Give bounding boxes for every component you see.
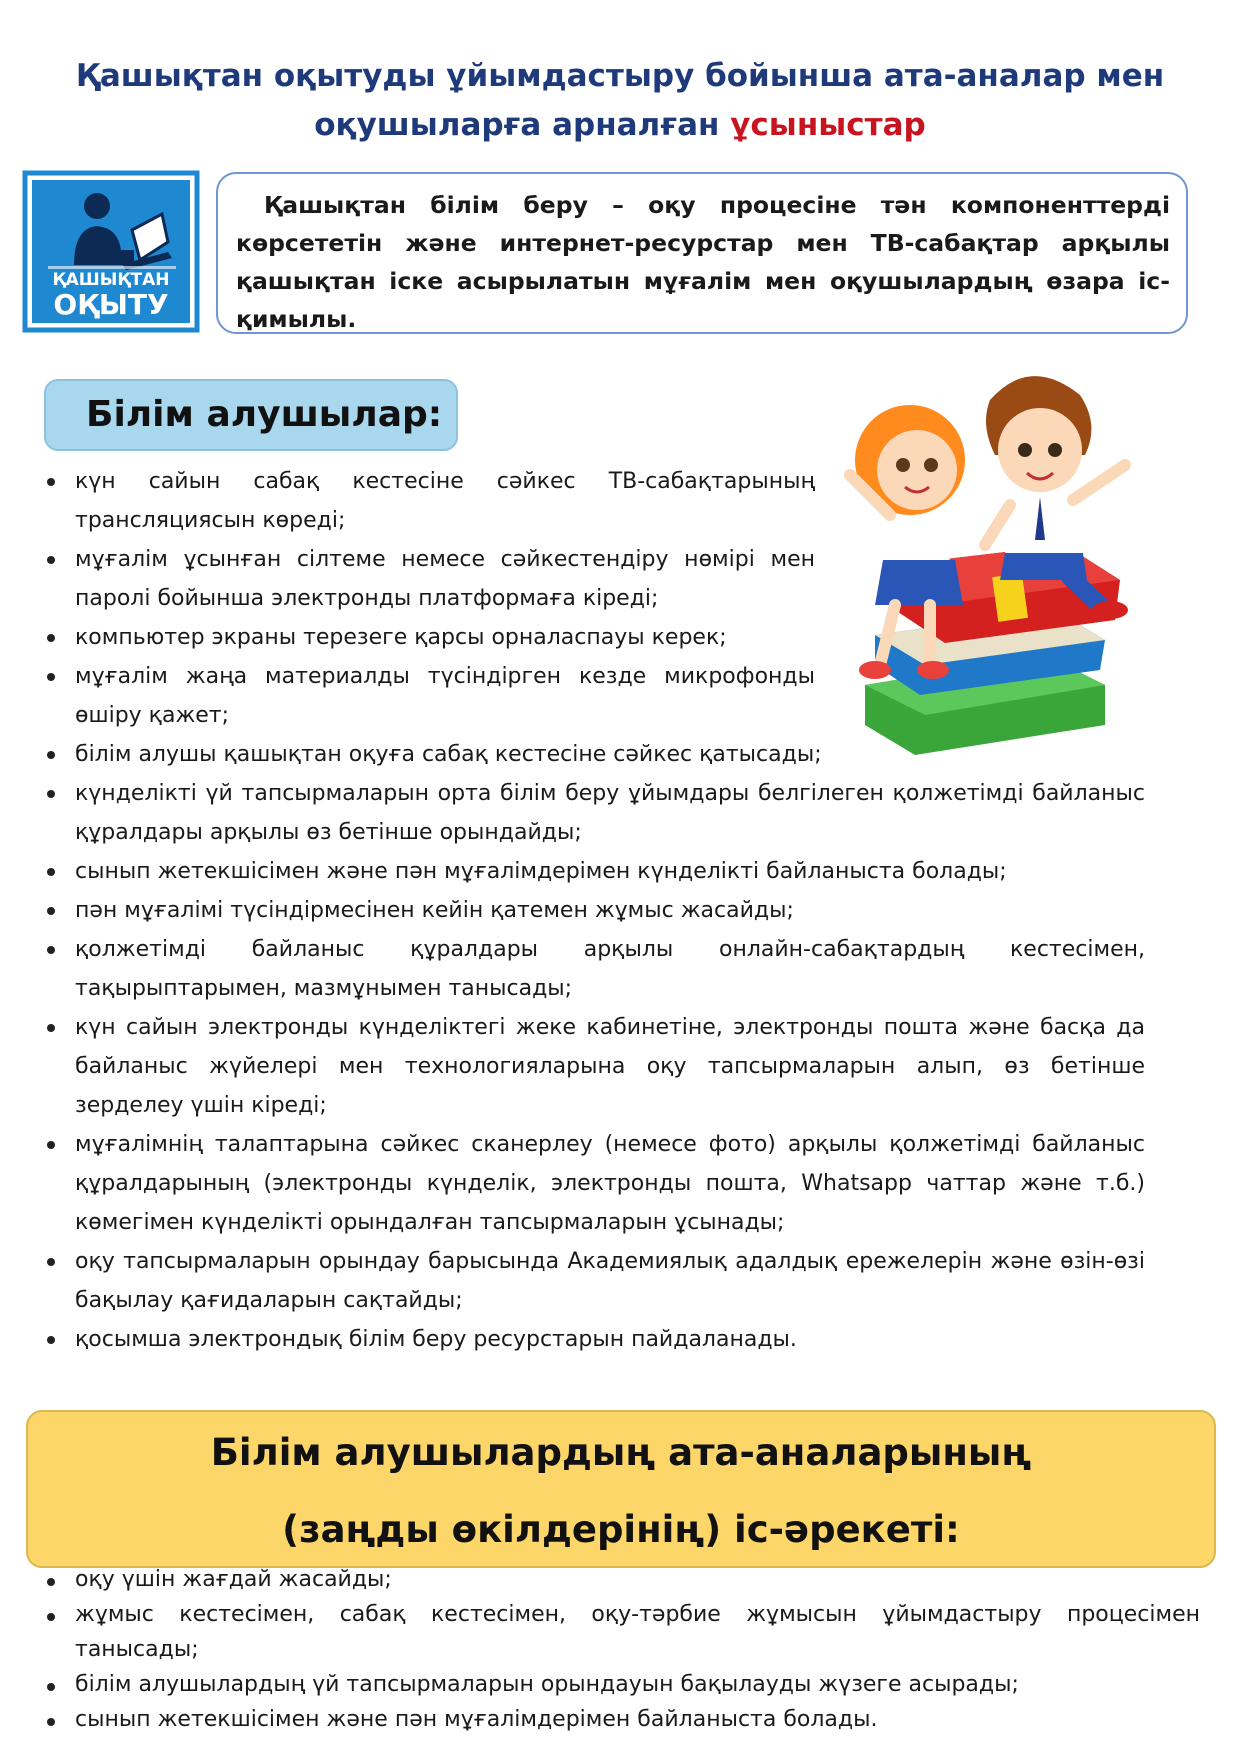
list-item: қосымша электрондық білім беру ресурстарын пайдаланады. bbox=[45, 1320, 1145, 1359]
distance-learning-logo bbox=[22, 170, 202, 335]
title-line-2 bbox=[40, 101, 1200, 150]
title-line-2-main: оқушыларға арналған bbox=[314, 107, 731, 143]
list-item: күн сайын электронды күнделіктегі жеке кабинетіне, электронды пошта және басқа да байланыс жүйелері мен технологияларына оқу тапсырмаларын алып, өз бетінше зерделеу үшін кіреді; bbox=[45, 1008, 1145, 1125]
list-item: күн сайын сабақ кестесіне сәйкес ТВ-сабақтарының трансляциясын көреді; bbox=[45, 462, 815, 540]
page-title bbox=[40, 52, 1200, 150]
logo-text-line-2: ОҚЫТУ bbox=[53, 288, 169, 321]
list-item: жұмыс кестесімен, сабақ кестесімен, оқу-тәрбие жұмысын ұйымдастыру процесімен танысады; bbox=[45, 1597, 1200, 1667]
list-item: оқу үшін жағдай жасайды; bbox=[45, 1562, 1200, 1597]
list-item: білім алушылардың үй тапсырмаларын орындауын бақылауды жүзеге асырады; bbox=[45, 1667, 1200, 1702]
list-item: оқу тапсырмаларын орындау барысында Академиялық адалдық ережелерін және өзін-өзі бақылау қағидаларын сақтайды; bbox=[45, 1242, 1145, 1320]
title-highlight: ұсыныстар bbox=[730, 107, 926, 143]
title-line-1: Қашықтан оқытуды ұйымдастыру бойынша ата-аналар мен bbox=[75, 58, 1165, 94]
list-item: мұғалім жаңа материалды түсіндірген кезде микрофонды өшіру қажет; bbox=[45, 657, 815, 735]
list-item: мұғалім ұсынған сілтеме немесе сәйкестендіру нөмірі мен паролі бойынша электронды платформаға кіреді; bbox=[45, 540, 815, 618]
section-parents-heading bbox=[26, 1410, 1216, 1568]
list-item: пән мұғалімі түсіндірмесінен кейін қатемен жұмыс жасайды; bbox=[45, 891, 1145, 930]
definition-text: Қашықтан білім беру – оқу процесіне тән компоненттерді көрсететін және интернет-ресурстар мен ТВ-сабақтар арқылы қашықтан іске асырылатын мұғалім мен оқушылардың өзара іс-қимылы. bbox=[236, 191, 1170, 333]
kids-on-books-icon bbox=[835, 365, 1135, 775]
list-item: сынып жетекшісімен және пән мұғалімдерімен күнделікті байланыста болады; bbox=[45, 852, 1145, 891]
list-item: сынып жетекшісімен және пән мұғалімдерімен байланыста болады. bbox=[45, 1702, 1200, 1737]
list-item: компьютер экраны терезеге қарсы орналаспауы керек; bbox=[45, 618, 815, 657]
section-students-heading: Білім алушылар: bbox=[44, 379, 458, 451]
parents-list bbox=[45, 1562, 1200, 1737]
logo-text-line-1: ҚАШЫҚТАН bbox=[52, 270, 170, 290]
list-item: күнделікті үй тапсырмаларын орта білім беру ұйымдары белгілеген қолжетімді байланыс құралдары арқылы өз бетінше орындайды; bbox=[45, 774, 1145, 852]
list-item: білім алушы қашықтан оқуға сабақ кестесіне сәйкес қатысады; bbox=[45, 735, 1145, 774]
students-list bbox=[45, 462, 1145, 1359]
list-item: қолжетімді байланыс құралдары арқылы онлайн-сабақтардың кестесімен, тақырыптарымен, мазмұнымен танысады; bbox=[45, 930, 1145, 1008]
kids-on-books-illustration bbox=[835, 365, 1135, 775]
section-parents-heading-line-1: Білім алушылардың ата-аналарының bbox=[210, 1431, 1032, 1474]
definition-box bbox=[216, 172, 1188, 334]
section-parents-heading-line-2: (заңды өкілдерінің) іс-әрекеті: bbox=[282, 1508, 960, 1551]
list-item: мұғалімнің талаптарына сәйкес сканерлеу (немесе фото) арқылы қолжетімді байланыс құралдарының (электронды күнделік, электронды пошта, Whatsapp чаттар және т.б.) көмегімен күнделікті орындалған тапсырмаларын ұсынады; bbox=[45, 1125, 1145, 1242]
